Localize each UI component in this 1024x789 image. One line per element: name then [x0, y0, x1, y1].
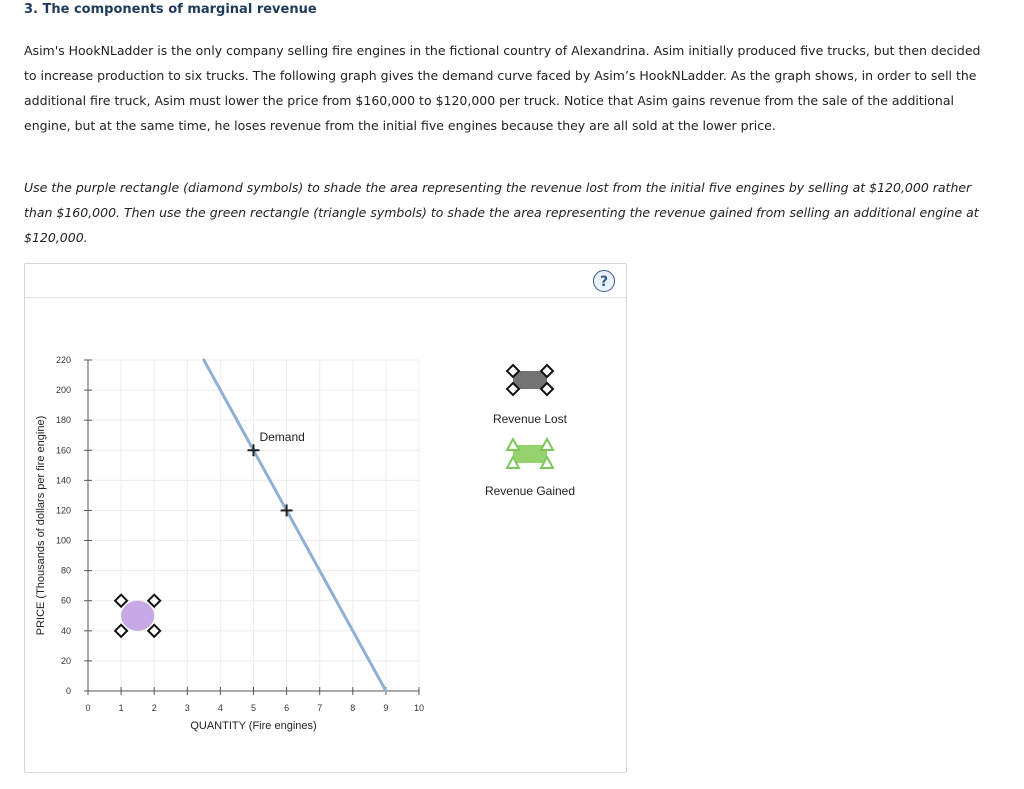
- x-tick-label: 8: [350, 703, 356, 713]
- y-tick-label: 80: [60, 565, 71, 576]
- graph-panel: [24, 263, 627, 773]
- y-tick-label: 40: [60, 625, 71, 636]
- y-tick-label: 220: [55, 355, 71, 365]
- x-tick-label: 4: [217, 703, 223, 713]
- revenue-gained-tool-handle[interactable]: [541, 439, 553, 450]
- revenue-lost-handle[interactable]: [115, 625, 127, 637]
- revenue-lost-shape[interactable]: [121, 601, 154, 631]
- demand-curve: [204, 360, 386, 691]
- x-tick-label: 9: [383, 703, 389, 713]
- legend-label-revenue-gained: Revenue Gained: [484, 484, 576, 498]
- demand-point-marker: [281, 504, 293, 516]
- x-tick-label: 3: [184, 703, 190, 713]
- revenue-lost-handle[interactable]: [115, 595, 127, 607]
- x-axis-title: QUANTITY (Fire engines): [190, 720, 317, 732]
- intro-paragraph: Asim's HookNLadder is the only company selling fire engines in the fictional country of Alexandrina. Asim initially produced five trucks, but then decided to increase production to six trucks. The following graph gives the demand curve faced by Asim’s HookNLadder. As the graph shows, in order to sell the additional fire truck, Asim must lower the price from $160,000 to $120,000 per truck. Notice that Asim gains revenue from the sale of the additional engine, but at the same time, he loses revenue from the initial five engines because they are all sold at the lower price.: [24, 43, 981, 133]
- y-tick-label: 140: [55, 475, 71, 486]
- y-tick-label: 100: [55, 535, 71, 546]
- revenue-gained-tool-handle[interactable]: [507, 439, 519, 450]
- question-heading: 3. The components of marginal revenue: [24, 2, 317, 17]
- y-axis-title: PRICE (Thousands of dollars per fire engine): [35, 415, 47, 636]
- y-tick-label: 60: [60, 595, 71, 606]
- help-icon[interactable]: ?: [593, 270, 615, 292]
- x-tick-label: 10: [413, 703, 425, 713]
- x-tick-label: 6: [284, 703, 290, 713]
- x-tick-label: 5: [250, 703, 257, 713]
- y-tick-label: 160: [55, 445, 71, 456]
- y-tick-label: 200: [55, 385, 71, 396]
- instructions-paragraph: Use the purple rectangle (diamond symbols) to shade the area representing the revenue lost from the initial five engines by selling at $120,000 rather than $160,000. Then use the green rectangle (triangle symbols) to shade the area representing the revenue gained from selling an additional engine at $120,000.: [24, 180, 979, 245]
- legend-label-revenue-lost: Revenue Lost: [492, 412, 568, 426]
- y-tick-label: 20: [60, 655, 71, 666]
- graph-svg[interactable]: [25, 264, 626, 772]
- y-tick-label: 0: [65, 686, 71, 696]
- revenue-lost-tool[interactable]: [513, 371, 547, 389]
- demand-point-marker: [248, 444, 260, 456]
- x-tick-label: 1: [118, 703, 124, 713]
- demand-label: Demand: [259, 430, 305, 445]
- revenue-lost-handle[interactable]: [148, 625, 160, 637]
- revenue-lost-handle[interactable]: [148, 595, 160, 607]
- y-tick-label: 120: [55, 505, 71, 516]
- x-tick-label: 7: [317, 703, 323, 713]
- y-tick-label: 180: [55, 415, 71, 426]
- x-tick-label: 2: [151, 703, 157, 713]
- x-tick-label: 0: [85, 703, 91, 713]
